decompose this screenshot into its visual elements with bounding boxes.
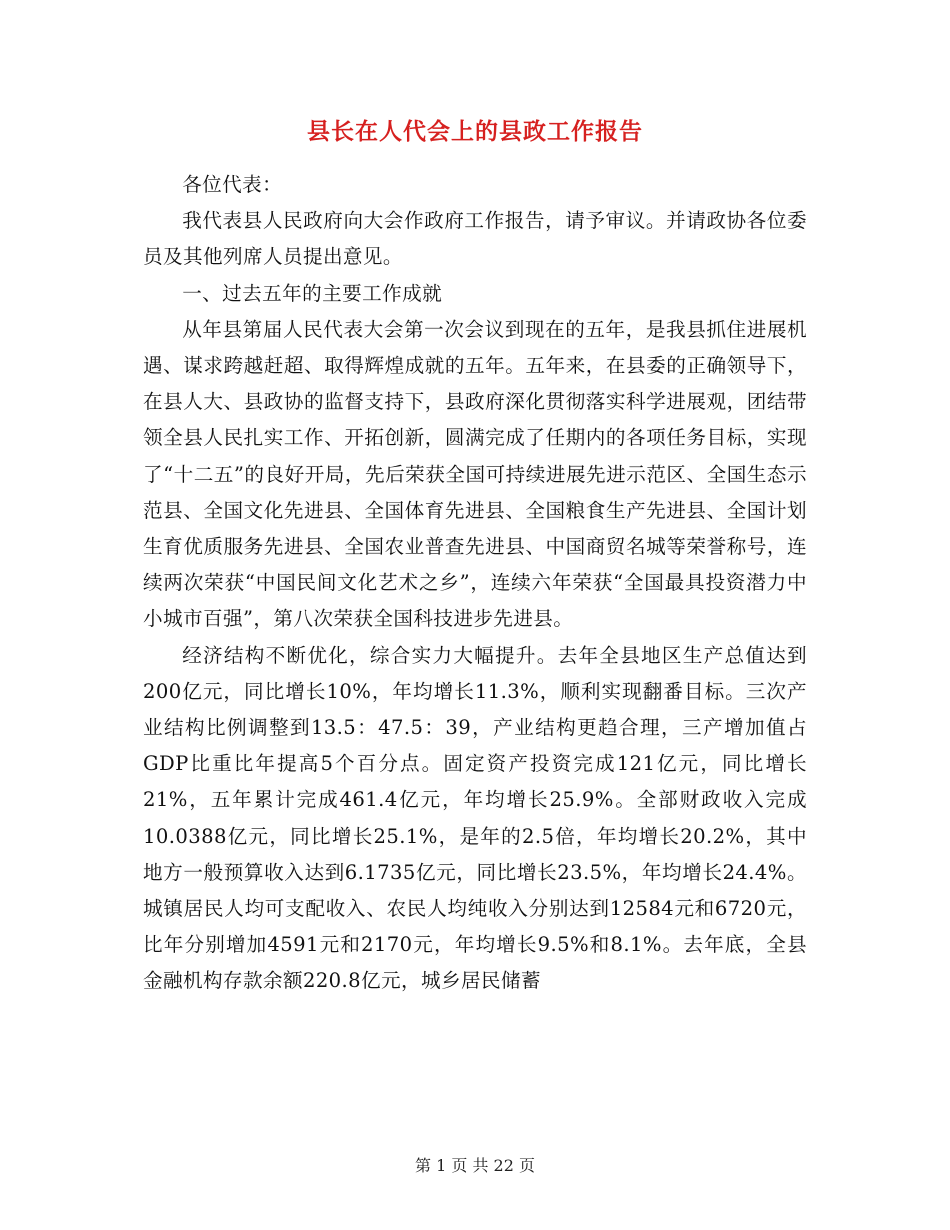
salutation-paragraph: 各位代表： [182, 173, 283, 196]
document-body [143, 167, 807, 1000]
section-heading: 一、过去五年的主要工作成就 [182, 281, 443, 305]
intro-paragraph: 我代表县人民政府向大会作政府工作报告，请予审议。并请政协各位委员及其他列席人员提出意见。 [143, 209, 807, 269]
economy-paragraph: 经济结构不断优化，综合实力大幅提升。去年全县地区生产总值达到200亿元，同比增长10%，年均增长11.3%，顺利实现翻番目标。三次产业结构比例调整到13.5：47.5：39，产业结构更趋合理，三产增加值占GDP比重比年提高5个百分点。固定资产投资完成121亿元，同比增长21%，五年累计完成461.4亿元，年均增长25.9%。全部财政收入完成10.0388亿元，同比增长25.1%，是年的2.5倍，年均增长20.2%，其中地方一般预算收入达到6.1735亿元，同比增长23.5%，年均增长24.4%。城镇居民人均可支配收入、农民人均纯收入分别达到12584元和6720元，比年分别增加4591元和2170元，年均增长9.5%和8.1%。去年底，全县金融机构存款余额220.8亿元，城乡居民储蓄 [143, 643, 807, 993]
achievements-paragraph: 从年县第届人民代表大会第一次会议到现在的五年，是我县抓住进展机遇、谋求跨越赶超、取得辉煌成就的五年。五年来，在县委的正确领导下，在县人大、县政协的监督支持下，县政府深化贯彻落实科学进展观，团结带领全县人民扎实工作、开拓创新，圆满完成了任期内的各项任务目标，实现了“十二五”的良好开局，先后荣获全国可持续进展先进示范区、全国生态示范县、全国文化先进县、全国体育先进县、全国粮食生产先进县、全国计划生育优质服务先进县、全国农业普查先进县、中国商贸名城等荣誉称号，连续两次荣获“中国民间文化艺术之乡”，连续六年荣获“全国最具投资潜力中小城市百强”，第八次荣获全国科技进步先进县。 [143, 317, 807, 631]
document-title: 县长在人代会上的县政工作报告 [307, 118, 643, 145]
page-number-footer: 第 1 页 共 22 页 [415, 1156, 535, 1175]
